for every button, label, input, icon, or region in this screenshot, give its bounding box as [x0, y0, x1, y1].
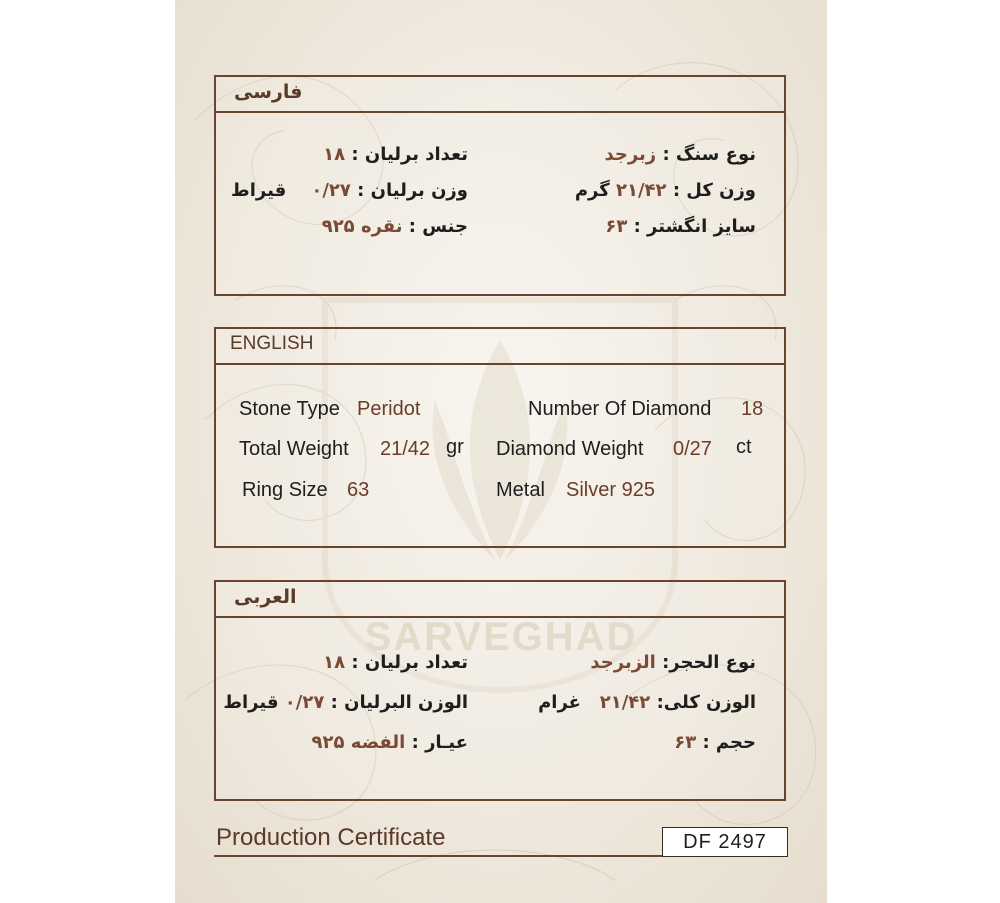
english-diamond-weight-value: 0/27 — [673, 438, 712, 460]
footer-divider — [214, 855, 662, 857]
arabic-stone-type-row — [536, 652, 756, 673]
persian-ring-size-value: ۶۳ — [605, 216, 628, 237]
english-total-weight-label: Total Weight — [239, 438, 349, 460]
persian-metal-row — [260, 216, 468, 237]
persian-diamond-count-label: تعداد برلیان : — [351, 144, 468, 165]
english-total-weight-unit: gr — [446, 436, 464, 458]
persian-total-weight-unit: گرم — [574, 180, 610, 201]
english-stone-type-value: Peridot — [357, 398, 421, 420]
english-metal-label: Metal — [496, 479, 545, 501]
arabic-diamond-count-value: ۱۸ — [323, 652, 346, 673]
english-diamond-weight-unit: ct — [736, 436, 752, 458]
arabic-section — [214, 580, 786, 801]
arabic-diamond-weight-row — [223, 692, 468, 713]
english-ring-size-label: Ring Size — [242, 479, 328, 501]
persian-metal-value: نقره ۹۲۵ — [321, 216, 403, 237]
persian-diamond-count-row — [260, 144, 468, 165]
persian-diamond-weight-label: وزن برلیان : — [357, 180, 468, 201]
arabic-metal-value: الفضه ۹۲۵ — [311, 732, 406, 753]
english-diamond-weight-label: Diamond Weight — [496, 438, 644, 460]
certificate-title: Production Certificate — [216, 824, 446, 851]
arabic-diamond-weight-unit: قیراط — [223, 692, 279, 713]
persian-stone-type-value: زبرجد — [604, 144, 657, 165]
english-section-header — [216, 329, 784, 365]
arabic-total-weight-label: الوزن کلی: — [656, 692, 756, 713]
arabic-metal-row — [260, 732, 468, 753]
english-metal-value: Silver 925 — [566, 479, 655, 501]
persian-section-title: فارسی — [234, 81, 303, 103]
persian-ring-size-label: سایز انگشتر : — [633, 216, 756, 237]
english-diamond-count-value: 18 — [741, 398, 764, 420]
arabic-ring-size-value: ۶۳ — [674, 732, 697, 753]
persian-ring-size-row — [536, 216, 756, 237]
arabic-total-weight-value: ۲۱/۴۲ — [599, 692, 651, 713]
persian-diamond-weight-row — [230, 180, 468, 201]
persian-section-header — [216, 77, 784, 113]
english-total-weight-value: 21/42 — [380, 438, 431, 460]
arabic-section-title: العربی — [234, 586, 297, 608]
persian-metal-label: جنس : — [408, 216, 468, 237]
persian-stone-type-label: نوع سنگ : — [662, 144, 756, 165]
arabic-ring-size-label: حجم : — [702, 732, 756, 753]
persian-diamond-weight-value: ۰/۲۷ — [311, 180, 351, 201]
arabic-ring-size-row — [536, 732, 756, 753]
arabic-metal-label: عیـار : — [411, 732, 468, 753]
persian-total-weight-value: ۲۱/۴۲ — [616, 180, 667, 201]
persian-stone-type-row — [536, 144, 756, 165]
english-stone-type-label: Stone Type — [239, 398, 340, 420]
persian-total-weight-row — [536, 180, 756, 201]
arabic-total-weight-unit: غرام — [538, 692, 581, 713]
persian-diamond-count-value: ۱۸ — [323, 144, 346, 165]
english-section-title: ENGLISH — [230, 333, 314, 354]
persian-total-weight-label: وزن کل : — [672, 180, 756, 201]
arabic-section-header — [216, 582, 784, 618]
english-ring-size-value: 63 — [347, 479, 370, 501]
arabic-total-weight-row — [536, 692, 756, 713]
persian-diamond-weight-unit: قیراط — [231, 180, 287, 201]
arabic-stone-type-value: الزبرجد — [590, 652, 656, 673]
watermark-brand: SARVEGHAD — [364, 615, 638, 659]
arabic-diamond-weight-value: ۰/۲۷ — [284, 692, 325, 713]
arabic-stone-type-label: نوع الحجر: — [662, 652, 756, 673]
arabic-diamond-count-row — [260, 652, 468, 673]
english-diamond-count-label: Number Of Diamond — [528, 398, 712, 420]
arabic-diamond-weight-label: الوزن البرلیان : — [330, 692, 468, 713]
certificate-code: DF 2497 — [662, 827, 788, 857]
arabic-diamond-count-label: تعداد برلیان : — [351, 652, 468, 673]
